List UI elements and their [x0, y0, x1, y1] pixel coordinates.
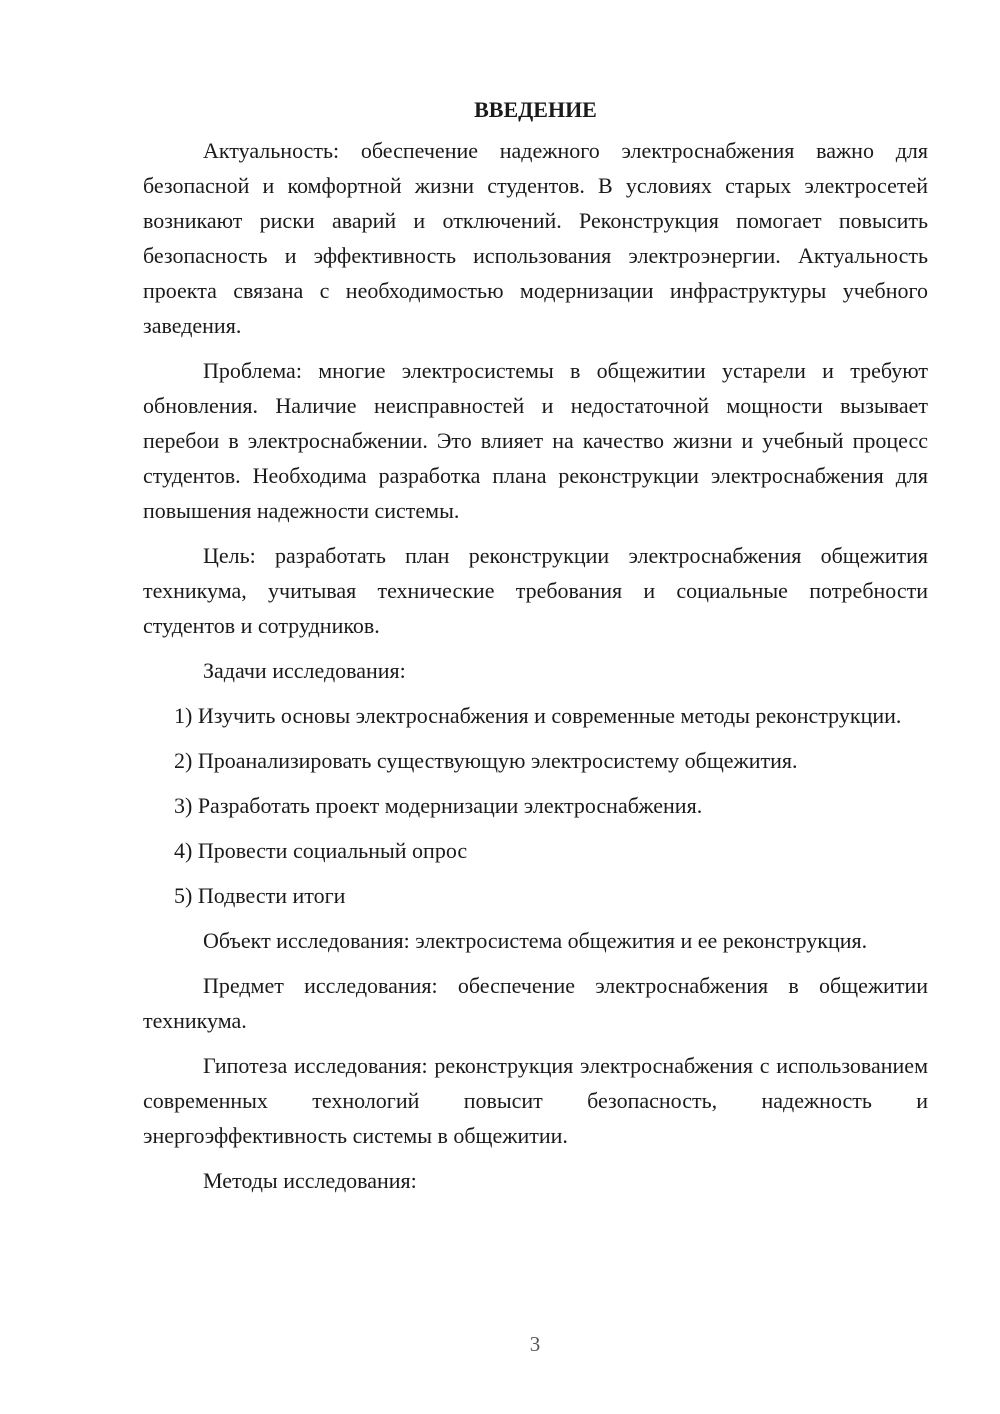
relevance-paragraph: Актуальность: обеспечение надежного электроснабжения важно для безопасной и комфортной жизни студентов. В условиях старых электросетей возникают риски аварий и отключений. Реконструкция помогает повысить безопасность и эффективность использования электроэнергии. Актуальность проекта связана с необходимостью модернизации инфраструктуры учебного заведения. [143, 138, 928, 338]
task-item-1: 1) Изучить основы электроснабжения и современные методы реконструкции. [174, 703, 902, 728]
task-item-4: 4) Провести социальный опрос [174, 838, 468, 863]
task-item-2: 2) Проанализировать существующую электросистему общежития. [174, 748, 798, 773]
problem-paragraph: Проблема: многие электросистемы в общежитии устарели и требуют обновления. Наличие неисправностей и недостаточной мощности вызывает перебои в электроснабжении. Это влияет на качество жизни и учебный процесс студентов. Необходима разработка плана реконструкции электроснабжения для повышения надежности системы. [143, 358, 928, 523]
object-paragraph: Объект исследования: электросистема общежития и ее реконструкция. [203, 928, 868, 953]
tasks-heading: Задачи исследования: [203, 658, 406, 683]
goal-paragraph: Цель: разработать план реконструкции электроснабжения общежития техникума, учитывая технические требования и социальные потребности студентов и сотрудников. [143, 543, 928, 638]
task-item-3: 3) Разработать проект модернизации электроснабжения. [174, 793, 703, 818]
methods-heading: Методы исследования: [203, 1168, 417, 1193]
page-number: 3 [529, 1332, 541, 1356]
subject-paragraph: Предмет исследования: обеспечение электроснабжения в общежитии техникума. [143, 973, 928, 1033]
hypothesis-paragraph: Гипотеза исследования: реконструкция электроснабжения с использованием современных технологий повысит безопасность, надежность и энергоэффективность системы в общежитии. [143, 1053, 928, 1148]
section-title: ВВЕДЕНИЕ [474, 97, 597, 122]
document-page [143, 92, 928, 1208]
task-item-5: 5) Подвести итоги [174, 883, 346, 908]
